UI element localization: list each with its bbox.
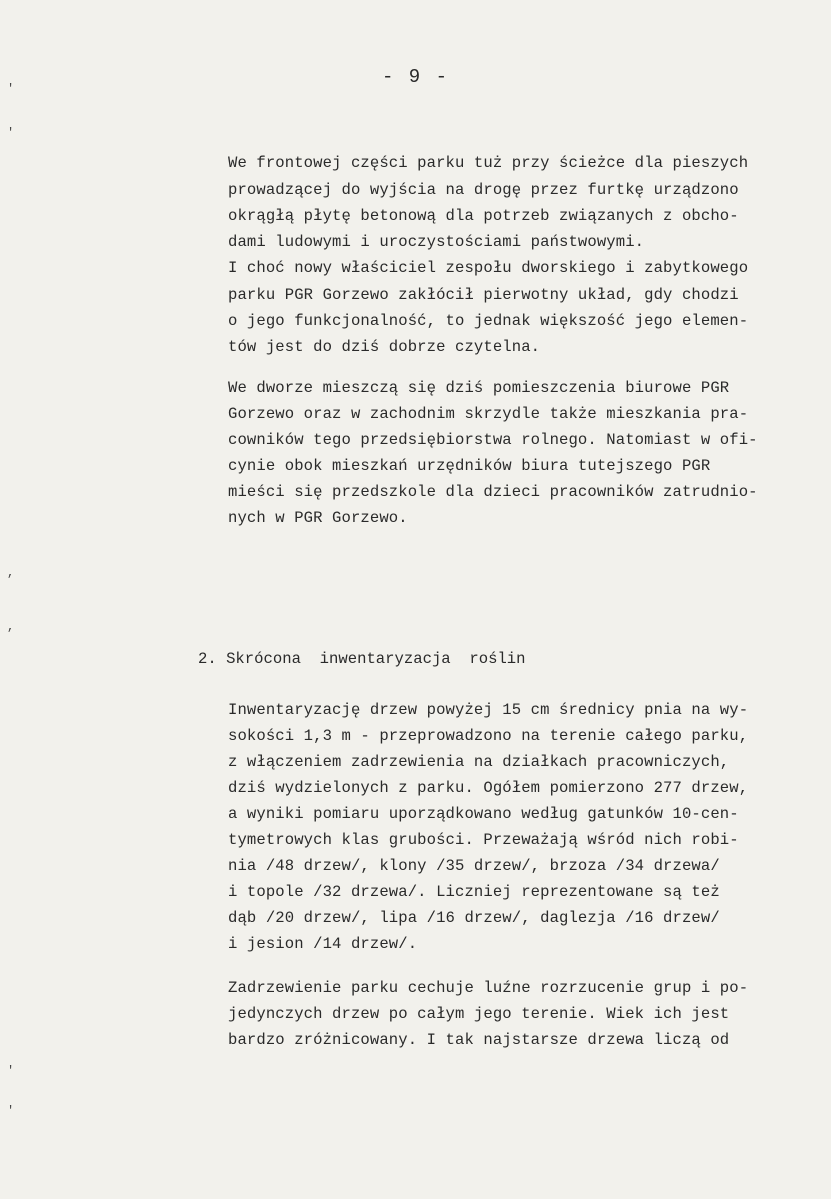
section-heading: 2. Skrócona inwentaryzacja roślin (198, 650, 526, 668)
text-line: a wyniki pomiaru uporządkowano według gatunków 10-cen- (228, 805, 739, 823)
text-line: parku PGR Gorzewo zakłócił pierwotny układ, gdy chodzi (228, 286, 739, 304)
text-line: okrągłą płytę betonową dla potrzeb związanych z obcho- (228, 207, 739, 225)
margin-mark: , (7, 566, 15, 580)
margin-mark: ' (7, 1104, 15, 1118)
text-line: sokości 1,3 m - przeprowadzono na terenie całego parku, (228, 727, 749, 745)
text-line: Inwentaryzację drzew powyżej 15 cm średnicy pnia na wy- (228, 701, 749, 719)
text-line: dziś wydzielonych z parku. Ogółem pomierzono 277 drzew, (228, 779, 749, 797)
text-line: i jesion /14 drzew/. (228, 935, 418, 953)
text-line: Gorzewo oraz w zachodnim skrzydle także mieszkania pra- (228, 405, 749, 423)
text-line: nych w PGR Gorzewo. (228, 509, 408, 527)
text-line: I choć nowy właściciel zespołu dworskiego i zabytkowego (228, 259, 749, 277)
text-line: cowników tego przedsiębiorstwa rolnego. Natomiast w ofi- (228, 431, 758, 449)
text-line: tów jest do dziś dobrze czytelna. (228, 338, 541, 356)
margin-mark: ' (7, 1064, 15, 1078)
text-line: tymetrowych klas grubości. Przeważają wśród nich robi- (228, 831, 739, 849)
text-line: cynie obok mieszkań urzędników biura tutejszego PGR (228, 457, 711, 475)
text-line: jedynczych drzew po całym jego terenie. Wiek ich jest (228, 1005, 730, 1023)
text-line: Zadrzewienie parku cechuje luźne rozrzucenie grup i po- (228, 979, 749, 997)
margin-mark: , (7, 620, 15, 634)
text-line: dąb /20 drzew/, lipa /16 drzew/, daglezja /16 drzew/ (228, 909, 720, 927)
text-line: nia /48 drzew/, klony /35 drzew/, brzoza /34 drzewa/ (228, 857, 720, 875)
margin-mark: ' (7, 126, 15, 140)
text-line: bardzo zróżnicowany. I tak najstarsze drzewa liczą od (228, 1031, 730, 1049)
text-line: We dworze mieszczą się dziś pomieszczenia biurowe PGR (228, 379, 730, 397)
text-line: z włączeniem zadrzewienia na działkach pracowniczych, (228, 753, 730, 771)
text-line: i topole /32 drzewa/. Liczniej reprezentowane są też (228, 883, 720, 901)
text-line: mieści się przedszkole dla dzieci pracowników zatrudnio- (228, 483, 758, 501)
text-line: prowadzącej do wyjścia na drogę przez furtkę urządzono (228, 181, 739, 199)
page-number: - 9 - (381, 66, 449, 88)
margin-mark: ' (7, 82, 15, 96)
text-line: o jego funkcjonalność, to jednak większość jego elemen- (228, 312, 749, 330)
text-line: We frontowej części parku tuż przy ścieżce dla pieszych (228, 154, 749, 172)
text-line: dami ludowymi i uroczystościami państwowymi. (228, 233, 645, 251)
